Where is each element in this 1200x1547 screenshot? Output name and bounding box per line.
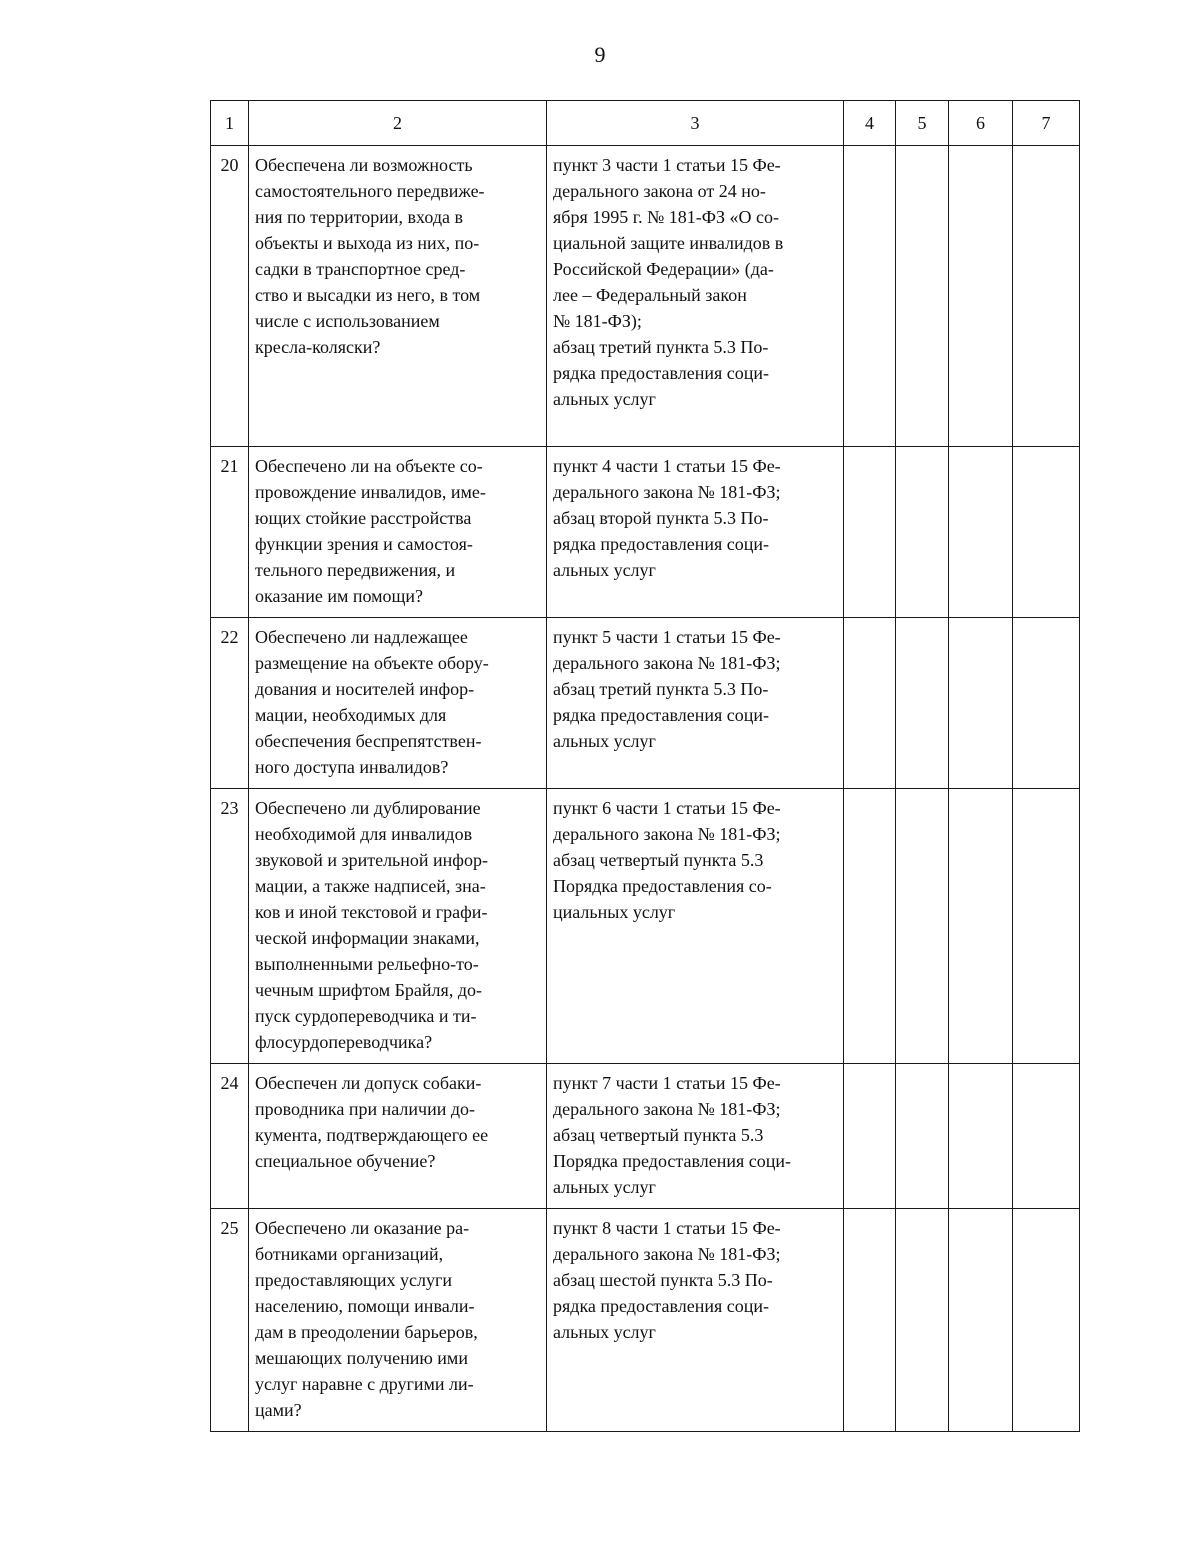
table-row xyxy=(211,146,1080,447)
answer-cell-col-5[interactable] xyxy=(896,146,949,447)
row-number: 20 xyxy=(211,146,249,447)
question-cell: Обеспечен ли допуск собаки- проводника при наличии до- кумента, подтверждающего ее специальное обучение? xyxy=(249,1064,547,1209)
answer-cell-col-6[interactable] xyxy=(949,618,1013,789)
answer-cell-col-6[interactable] xyxy=(949,789,1013,1064)
answer-cell-col-7[interactable] xyxy=(1013,146,1080,447)
answer-cell-col-7[interactable] xyxy=(1013,447,1080,618)
row-number: 21 xyxy=(211,447,249,618)
answer-cell-col-6[interactable] xyxy=(949,1064,1013,1209)
answer-cell-col-7[interactable] xyxy=(1013,1064,1080,1209)
legal-basis-cell: пункт 5 части 1 статьи 15 Фе- дерального закона № 181-ФЗ; абзац третий пункта 5.3 По- рядка предоставления соци- альных услуг xyxy=(547,618,844,789)
question-cell: Обеспечено ли оказание ра- ботниками организаций, предоставляющих услуги населению, помощи инвали- дам в преодолении барьеров, мешающих получению ими услуг наравне с другими ли- цами? xyxy=(249,1209,547,1432)
page-number: 9 xyxy=(594,42,606,67)
legal-basis-cell: пункт 3 части 1 статьи 15 Фе- дерального закона от 24 но- ября 1995 г. № 181-ФЗ «О со- циальной защите инвалидов в Российской Федерации» (да- лее – Федеральный закон № 181-ФЗ); абзац третий пункта 5.3 По- рядка предоставления соци- альных услуг xyxy=(547,146,844,447)
table-row xyxy=(211,618,1080,789)
answer-cell-col-6[interactable] xyxy=(949,447,1013,618)
question-cell: Обеспечено ли дублирование необходимой для инвалидов звуковой и зрительной инфор- мации, а также надписей, зна- ков и иной текстовой и графи- ческой информации знаками, выполненными рельефно-то- чечным шрифтом Брайля, до- пуск сурдопереводчика и ти- флосурдопереводчика? xyxy=(249,789,547,1064)
answer-cell-col-5[interactable] xyxy=(896,447,949,618)
question-cell: Обеспечено ли надлежащее размещение на объекте обору- дования и носителей инфор- мации, необходимых для обеспечения беспрепятствен- ного доступа инвалидов? xyxy=(249,618,547,789)
answer-cell-col-5[interactable] xyxy=(896,1209,949,1432)
legal-basis-cell: пункт 8 части 1 статьи 15 Фе- дерального закона № 181-ФЗ; абзац шестой пункта 5.3 По- рядка предоставления соци- альных услуг xyxy=(547,1209,844,1432)
legal-basis-cell: пункт 4 части 1 статьи 15 Фе- дерального закона № 181-ФЗ; абзац второй пункта 5.3 По- рядка предоставления соци- альных услуг xyxy=(547,447,844,618)
header-col-3: 3 xyxy=(547,101,844,146)
answer-cell-col-7[interactable] xyxy=(1013,1209,1080,1432)
checklist-table xyxy=(210,100,1080,1432)
legal-basis-cell: пункт 6 части 1 статьи 15 Фе- дерального закона № 181-ФЗ; абзац четвертый пункта 5.3 Порядка предоставления со- циальных услуг xyxy=(547,789,844,1064)
answer-cell-col-6[interactable] xyxy=(949,1209,1013,1432)
answer-cell-col-6[interactable] xyxy=(949,146,1013,447)
row-number: 24 xyxy=(211,1064,249,1209)
table-row xyxy=(211,1209,1080,1432)
legal-basis-cell: пункт 7 части 1 статьи 15 Фе- дерального закона № 181-ФЗ; абзац четвертый пункта 5.3 Порядка предоставления соци- альных услуг xyxy=(547,1064,844,1209)
row-number: 22 xyxy=(211,618,249,789)
table-header-row xyxy=(211,101,1080,146)
answer-cell-col-4[interactable] xyxy=(844,618,896,789)
header-col-2: 2 xyxy=(249,101,547,146)
header-col-7: 7 xyxy=(1013,101,1080,146)
answer-cell-col-5[interactable] xyxy=(896,1064,949,1209)
answer-cell-col-4[interactable] xyxy=(844,789,896,1064)
answer-cell-col-5[interactable] xyxy=(896,789,949,1064)
header-col-4: 4 xyxy=(844,101,896,146)
answer-cell-col-7[interactable] xyxy=(1013,618,1080,789)
row-number: 25 xyxy=(211,1209,249,1432)
table-row xyxy=(211,789,1080,1064)
table-row xyxy=(211,1064,1080,1209)
question-cell: Обеспечено ли на объекте со- провождение инвалидов, име- ющих стойкие расстройства функции зрения и самостоя- тельного передвижения, и оказание им помощи? xyxy=(249,447,547,618)
answer-cell-col-4[interactable] xyxy=(844,1064,896,1209)
header-col-6: 6 xyxy=(949,101,1013,146)
header-col-1: 1 xyxy=(211,101,249,146)
answer-cell-col-4[interactable] xyxy=(844,1209,896,1432)
row-number: 23 xyxy=(211,789,249,1064)
header-col-5: 5 xyxy=(896,101,949,146)
answer-cell-col-7[interactable] xyxy=(1013,789,1080,1064)
answer-cell-col-4[interactable] xyxy=(844,447,896,618)
table-row xyxy=(211,447,1080,618)
answer-cell-col-4[interactable] xyxy=(844,146,896,447)
answer-cell-col-5[interactable] xyxy=(896,618,949,789)
question-cell: Обеспечена ли возможность самостоятельного передвиже- ния по территории, входа в объекты и выхода из них, по- садки в транспортное сред- ство и высадки из него, в том числе с использованием кресла-коляски? xyxy=(249,146,547,447)
